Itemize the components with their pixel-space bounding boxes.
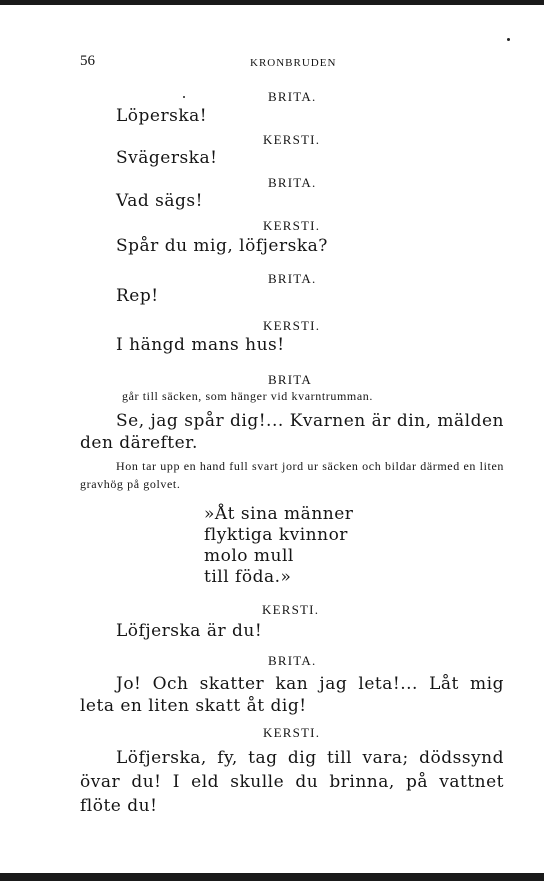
dialogue-line: Spår du mig, löfjerska?	[116, 236, 328, 256]
dialogue-line: Löfjerska är du!	[116, 621, 263, 641]
speaker-label: KERSTI.	[263, 132, 321, 147]
verse-line: molo mull	[204, 546, 294, 566]
dialogue-paragraph: Se, jag spår dig!... Kvarnen är din, mälden den därefter.	[80, 411, 504, 453]
page-edge-bottom	[0, 873, 544, 881]
dialogue-paragraph: Jo! Och skatter kan jag leta!... Låt mig leta en liten skatt åt dig!	[80, 674, 504, 716]
speaker-label: BRITA.	[268, 653, 317, 668]
page-edge-top	[0, 0, 544, 5]
speaker-label: BRITA.	[268, 175, 317, 190]
speaker-label: KERSTI.	[262, 602, 320, 617]
stage-direction: går till säcken, som hänger vid kvarntrumman.	[122, 389, 373, 403]
speaker-label: BRITA.	[268, 271, 317, 286]
speck-mark	[183, 96, 185, 98]
dialogue-line: Rep!	[116, 286, 159, 306]
dialogue-line: Svägerska!	[116, 148, 218, 168]
speaker-label: BRITA.	[268, 89, 317, 104]
stage-direction: Hon tar upp en hand full svart jord ur säcken och bildar därmed en liten gravhög på golvet.	[80, 459, 504, 491]
verse-line: flyktiga kvinnor	[204, 525, 348, 545]
page-number: 56	[80, 53, 95, 69]
dialogue-line: Löperska!	[116, 106, 208, 126]
speaker-label: BRITA	[268, 372, 312, 387]
verse-line: »Åt sina männer	[204, 504, 354, 524]
dialogue-line: Vad sägs!	[116, 191, 203, 211]
speaker-label: KERSTI.	[263, 218, 321, 233]
running-title: KRONBRUDEN	[250, 57, 337, 69]
speaker-label: KERSTI.	[263, 725, 321, 740]
dialogue-line: I hängd mans hus!	[116, 335, 285, 355]
dialogue-paragraph: Löfjerska, fy, tag dig till vara; dödssynd övar du! I eld skulle du brinna, på vattnet flöte du!	[80, 748, 504, 816]
speaker-label: KERSTI.	[263, 318, 321, 333]
verse-line: till föda.»	[204, 567, 292, 587]
speck-mark	[507, 38, 510, 41]
